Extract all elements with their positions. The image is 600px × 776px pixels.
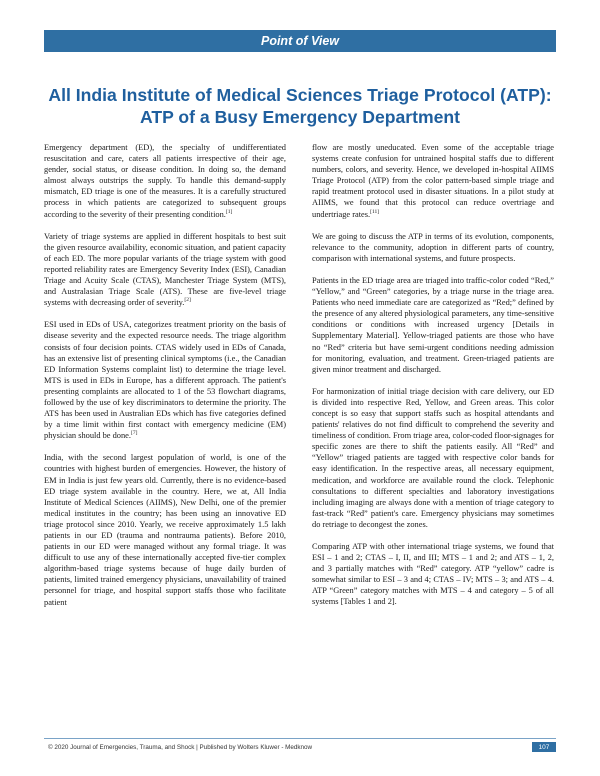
section-label: Point of View [260,34,339,48]
citation: [2] [184,297,191,304]
citation: [7] [131,430,138,437]
paragraph: ESI used in EDs of USA, categorizes treatment priority on the basis of disease severity and the expected resource needs. The triage algorithm consists of four decision points. CTAS widely used in EDs of Canada, has an extensive list of presenting clinical symptoms (i.e., the Canadian ED Information Systems complaint list) to determine the triage level. MTS is used in EDs in Europe, has a different approach. The patient's presenting complaints are allocated to 1 of the 53 flowchart diagrams, followed by the use of key discriminators to determine the priority. The ATS has been used in Australian EDs which has five categories defined by a time limit within first contact with emergency medicine (EM) physician should be done.[7] [44,320,286,441]
citation: [11] [370,208,380,215]
paragraph: Emergency department (ED), the specialty of undifferentiated resuscitation and care, caters all patients irrespective of their age, gender, social status, or disease condition. In doing so, the demand almost always outstrips the supply. To handle this demand-supply mismatch, ED triage is one of the measures. It is a carefully structured process in which patients are categorized to subsequent groups according to the severity of their presenting condition.[1] [44,143,286,219]
footer-divider [44,738,556,739]
article-title-line2: ATP of a Busy Emergency Department [139,107,461,127]
paragraph: We are going to discuss the ATP in terms of its evolution, components, relevance to the community, adoption in different parts of country, comparison with international systems, and future prospects. [312,231,554,263]
left-column [44,142,286,608]
paragraph: Comparing ATP with other international triage systems, we found that ESI – 1 and 2; CTAS – I, II, and III; MTS – 1 and 2; and ATS – 1, 2, and 3 partially matches with “Red” category. ATP “yellow” cadre is somewhat similar to ESI – 3 and 4; CTAS – IV; MTS – 3; and ATS – 4. ATP “Green” category matches with MTS – 4 and category – 5 of all systems [Tables 1 and 2]. [312,542,554,607]
paragraph: Variety of triage systems are applied in different hospitals to best suit the given resource availability, economic situation, and patient capacity of each ED. The more popular variants of the triage system with good reported reliability rates are Emergency Severity Index (ESI), Canadian Triage and Acuity Scale (CTAS), Manchester Triage System (MTS), and Australasian Triage Scale (ATS). These are five-level triage systems with decreasing order of severity.[2] [44,231,286,308]
citation: [1] [225,208,233,215]
section-banner [44,30,556,52]
page-footer [44,741,556,753]
page-number: 107 [532,742,556,752]
paragraph: India, with the second largest population of world, is one of the countries with highest burden of emergencies. However, the history of EM in India is just few years old. Currently, there is no evidence-based ED triage system available in the country. Here, we at, All India Institute of Medical Sciences (AIIMS), New Delhi, one of the premier medical institutes in the country; has been using an innovative ED triage protocol since 2010. Yearly, we receive approximately 1.5 lakh patients in our ED (trauma and nontrauma patients). Before 2010, patients in our ED were managed without any formal triage. It was difficult to use any of these internationally accepted five-tier complex algorithm-based triage systems because of huge daily burden of patients, limited trained emergency physicians, unavailability of trained personnel for triage, and hospital support staffs those who facilitate patient [44,453,286,607]
paragraph: Patients in the ED triage area are triaged into traffic-color coded “Red,” “Yellow,” and “Green” categories, by a triage nurse in the triage area. Patients who need immediate care are categorized as “Red;” defined by the presence of any altered physiological parameters, any time-sensitive conditions or conditions with increased urgency [Details in Supplementary Material]. Yellow-triaged patients are those who have no “Red” criteria but have semi-urgent conditions needing admission for monitoring, evaluation, and treatment. Green-triaged patients are given minor treatment and discharged. [312,275,554,374]
right-column [312,142,554,608]
paragraph: For harmonization of initial triage decision with care delivery, our ED is divided into respective Red, Yellow, and Green areas. This color concept is so easy that support staffs such as hospital attendants and patients' relatives do not find difficult to comprehend the severity and timeliness of condition. From triage area, color-coded floor-signages for specific zones are there to shift the patients easily. All “Red” and “Yellow” triaged patients are tagged with respective color bands for easy identification. In the respective areas, all necessary equipment, medication, and workforce are available round the clock. Telephonic consultations to different specialties and laboratory investigations including imaging are always done with a mention of triage category to fast-track “Red” patient's care. Emergency physicians may sometimes do retriage to decongest the zones. [312,386,554,529]
footer-copyright: © 2020 Journal of Emergencies, Trauma, and Shock | Published by Wolters Kluwer - Medknow [48,743,313,751]
paragraph: flow are mostly uneducated. Even some of the acceptable triage systems create confusion for untrained hospital staffs due to different numbers, colors, and severity. Hence, we developed in-hospital AIIMS Triage Protocol (ATP) from the color pattern-based simple triage and rapid treatment protocol used in disaster situations. In a pilot study at AIIMS, we found that this protocol can reduce overtriage and undertriage rates.[11] [312,143,554,219]
article-title-line1: All India Institute of Medical Sciences Triage Protocol (ATP): [48,85,552,105]
article-title [44,84,556,128]
